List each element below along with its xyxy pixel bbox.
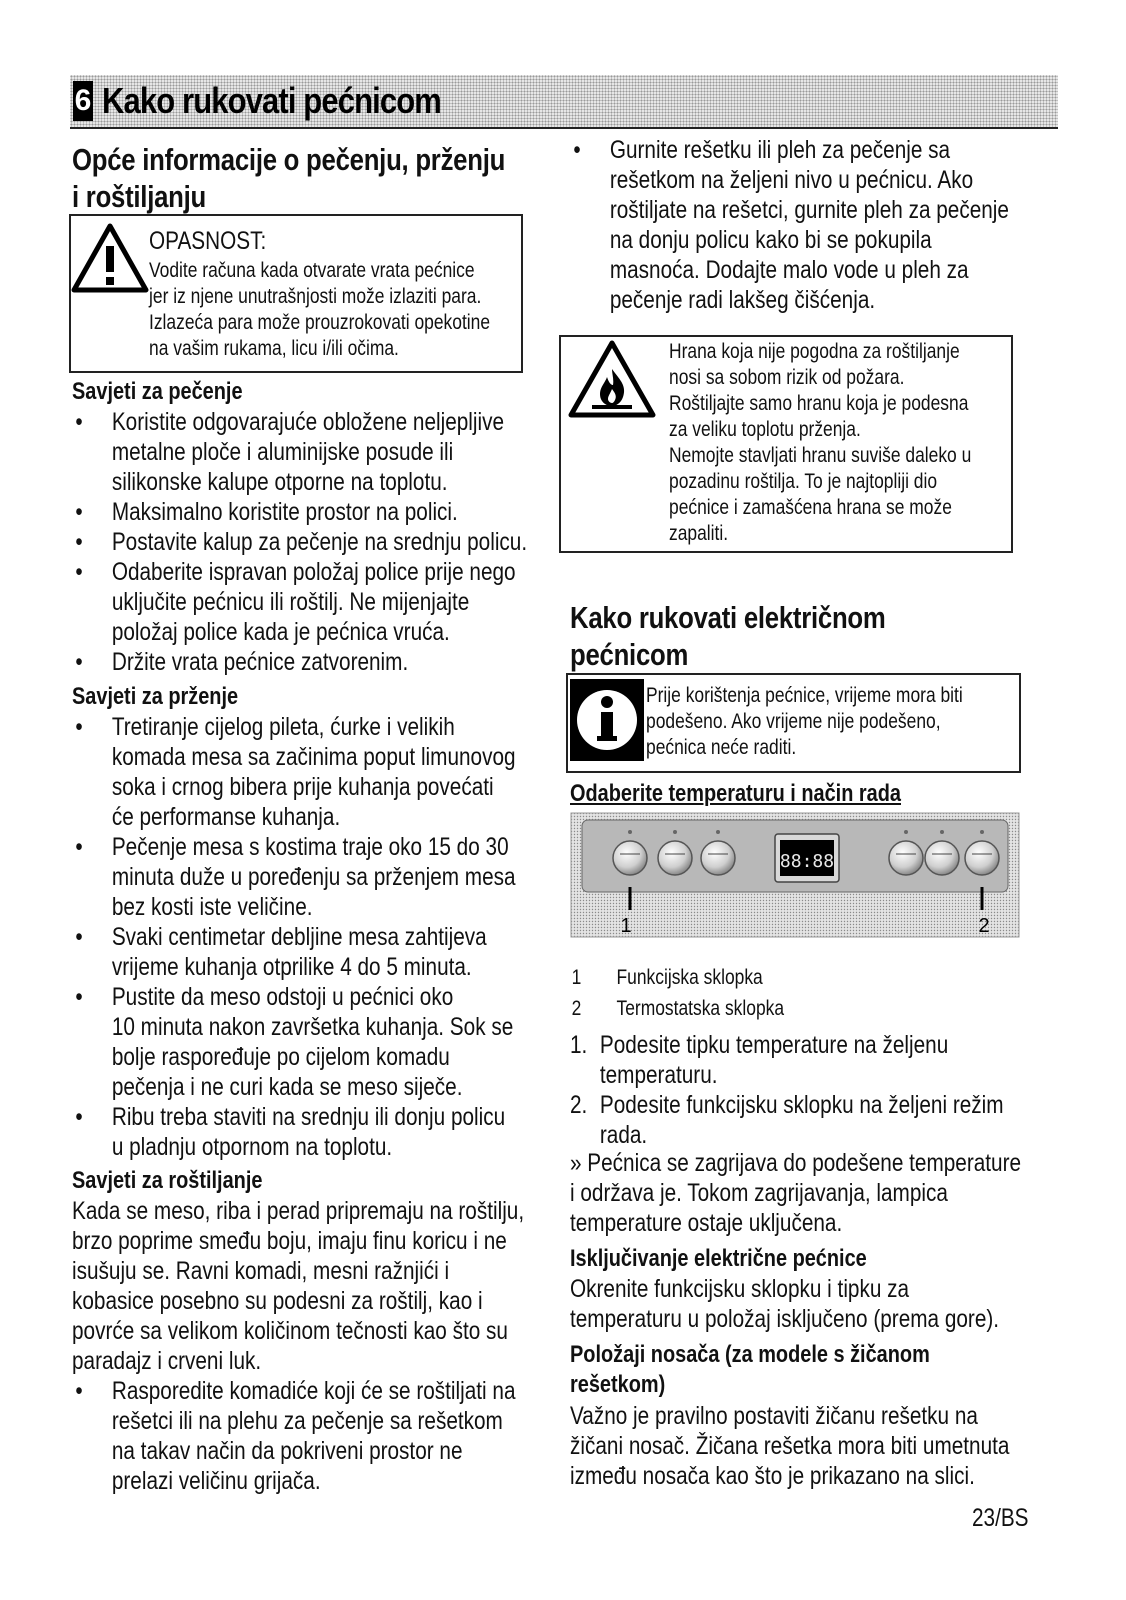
list-item: • Tretiranje cijelog pileta, ćurke i velikih komada mesa sa začinima poput limunovog soka i crnog bibera prije kuhanja povećati će performanse kuhanja. [72,712,516,832]
warning-line: Izlazeća para može prouzrokovati opekotine [149,311,491,334]
frying-tips-list [72,712,516,1162]
step-item: 1. Podesite tipku temperature na željenu temperaturu. [570,1031,949,1089]
warning-line: na vašim rukama, licu i/ili očima. [149,337,399,360]
rack-positions-title: Položaji nosača (za modele s žičanom rešetkom) [570,1341,930,1398]
warning-line: jer iz njene unutrašnjosti može izlaziti para. [149,285,482,308]
heading-line: Kako rukovati električnom [570,600,886,635]
select-temperature-title: Odaberite temperaturu i način rada [570,780,901,807]
switch-off-text: Okrenite funkcijsku sklopku i tipku za temperaturu u položaj isključeno (prema gore). [570,1275,1000,1333]
baking-tips-list [72,407,527,677]
callout-label-2: 2 [978,915,990,937]
list-item: • Postavite kalup za pečenje na srednju policu. [72,527,527,557]
grilling-tips-title: Savjeti za roštiljanje [72,1167,263,1194]
heading-line: i roštiljanju [72,179,207,214]
warning-triangle-icon [71,222,149,294]
info-note-box [566,673,1021,773]
info-icon [570,679,644,761]
section-header [70,75,1058,129]
general-info-heading [72,141,505,215]
danger-warning-box [69,214,523,373]
list-item: • Pustite da meso odstoji u pećnici oko 10 minuta nakon završetka kuhanja. Sok se bolje raspoređuje po cijelom komadu pečenja i ne curi kada se meso siječe. [72,982,516,1102]
list-item: • Držite vrata pećnice zatvorenim. [72,647,527,677]
frying-tips-title: Savjeti za prženje [72,683,239,710]
warning-title: OPASNOST: [149,227,267,255]
control-panel-svg [570,812,1020,938]
heading-line: Opće informacije o pečenju, prženju [72,142,506,177]
result-paragraph: » Pećnica se zagrijava do podešene temperature i održava je. Tokom zagrijavanja, lampica temperature ostaje uključena. [570,1149,1022,1237]
page-number: 23/BS [972,1504,1029,1532]
list-item: • Gurnite rešetku ili pleh za pečenje sa rešetkom na željeni nivo u pećnicu. Ako roštiljate na rešetci, gurnite pleh za pečenje na donju policu kako bi se pokupila masnoća. Dodajte malo vode u pleh za pečenje radi lakšeg čišćenja. [570,135,1009,315]
list-item: • Odaberite ispravan položaj police prije nego uključite pećnicu ili roštilj. Ne mijenjajte položaj police kada je pećnica vruća. [72,557,527,647]
list-item: • Koristite odgovarajuće obložene neljepljive metalne ploče i aluminijske posude ili silikonske kalupe otporne na toplotu. [72,407,527,497]
switch-off-title: Isključivanje električne pećnice [570,1245,867,1272]
grilling-tips-list [72,1376,516,1496]
step-item: 2. Podesite funkcijsku sklopku na željeni režim rada. [570,1091,1004,1149]
list-item: • Rasporedite komadiće koji će se roštiljati na rešetci ili na plehu za pečenje sa rešetkom na takav način da pokriveni prostor ne prelazi veličinu grijača. [72,1376,516,1496]
grilling-paragraph: Kada se meso, riba i perad pripremaju na roštilju, brzo poprime smeđu boju, imaju finu koricu i ne isušuju se. Ravni komadi, mesni ražnjići i kobasice posebno su podesni za roštilj, kao i povrće sa velikom količinom tečnosti kao što su paradajz i crveni luk. [72,1197,525,1375]
list-item: • Ribu treba staviti na srednju ili donju policu u pladnju otpornom na toplotu. [72,1102,516,1162]
list-item: • Pečenje mesa s kostima traje oko 15 do 30 minuta duže u poređenju sa prženjem mesa bez kosti iste veličine. [72,832,516,922]
list-item: • Svaki centimetar debljine mesa zahtijeva vrijeme kuhanja otprilike 4 do 5 minuta. [72,922,516,982]
heading-line: pećnicom [570,637,689,672]
fire-warning-text: Hrana koja nije pogodna za roštiljanje nosi sa sobom rizik od požara. Roštiljajte samo hranu koja je podesna za veliku toplotu prženja. Nemojte stavljati hranu suviše daleko u pozadinu roštilja. To je najtopliji dio pećnice i zamašćena hrana se može zapaliti. [669,340,972,545]
section-title: Kako rukovati pećnicom [102,80,441,121]
section-number: 6 [73,81,93,121]
steps-list [570,1030,1004,1150]
control-panel-illustration [570,812,1020,938]
list-item: • Maksimalno koristite prostor na polici. [72,497,527,527]
fire-warning-box [559,335,1013,553]
grill-rack-list [570,135,1009,315]
fire-hazard-icon [567,339,657,419]
baking-tips-title: Savjeti za pečenje [72,378,243,405]
electric-oven-heading [570,599,886,673]
rack-positions-text: Važno je pravilno postaviti žičanu rešetku na žičani nosač. Žičana rešetka mora biti umetnuta između nosača kao što je prikazano na slici. [570,1402,1010,1490]
warning-line: Vodite računa kada otvarate vrata pećnice [149,259,475,282]
info-note-text: Prije korištenja pećnice, vrijeme mora biti podešeno. Ako vrijeme nije podešeno, pećnica neće raditi. [646,684,963,759]
warning-text [149,258,490,362]
callout-label-1: 1 [620,915,632,937]
timer-display-text: 88:88 [779,851,835,872]
